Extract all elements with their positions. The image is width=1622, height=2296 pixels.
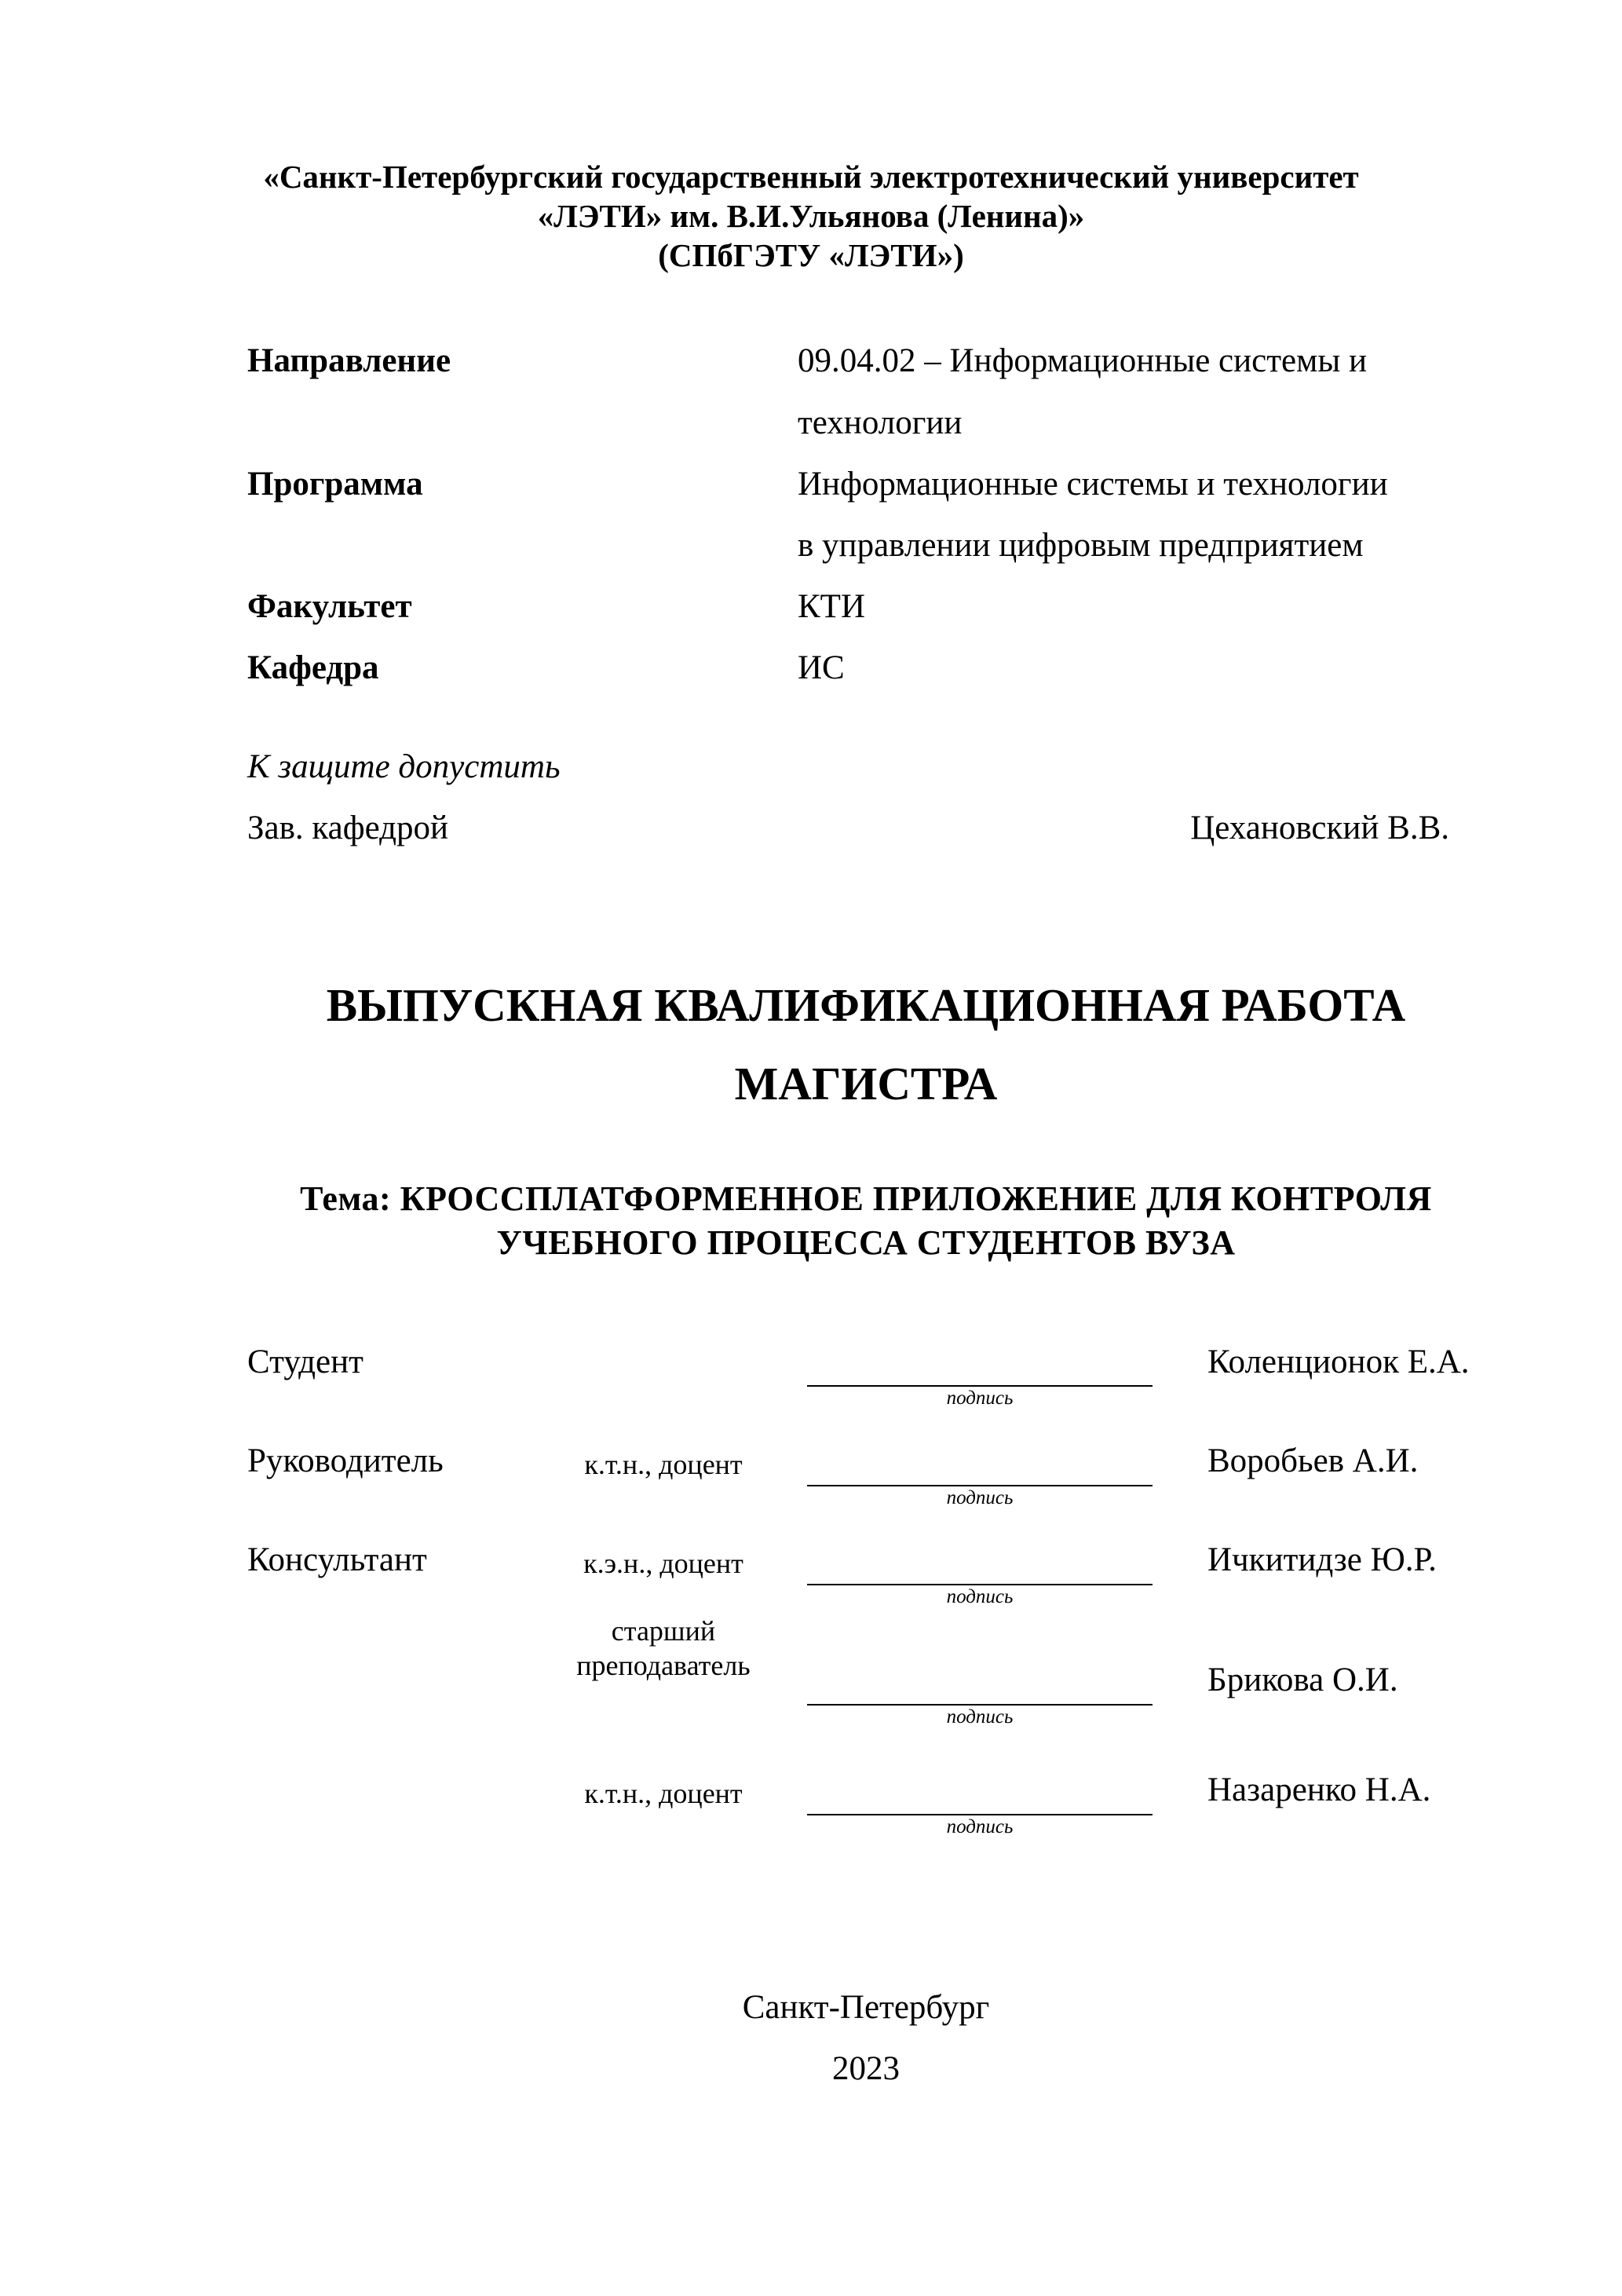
- faculty-label: Факультет: [247, 588, 412, 625]
- department-value: ИС: [798, 649, 845, 686]
- signature-caption: подпись: [946, 1487, 1014, 1508]
- university-name-line-1: «Санкт-Петербургский государственный электротехнический университет: [263, 159, 1359, 195]
- department-head-label: Зав. кафедрой: [247, 810, 449, 846]
- document-title-line-2: МАГИСТРА: [734, 1058, 998, 1110]
- program-value-line-2: в управлении цифровым предприятием: [798, 527, 1364, 564]
- signature-role-consultant: Консультант: [247, 1541, 427, 1578]
- department-label: Кафедра: [247, 649, 379, 686]
- program-label: Программа: [247, 466, 423, 503]
- program-value-line-1: Информационные системы и технологии: [798, 466, 1388, 503]
- signature-degree-senior-lecturer: старший преподаватель: [576, 1615, 751, 1681]
- signature-name-consultant: Ичкитидзе Ю.Р.: [1207, 1541, 1437, 1578]
- direction-label: Направление: [247, 342, 451, 379]
- faculty-value: КТИ: [798, 588, 865, 625]
- signature-name-senior-lecturer: Брикова О.И.: [1207, 1662, 1398, 1698]
- department-head-name: Цехановский В.В.: [1190, 810, 1449, 846]
- signature-degree-supervisor: к.т.н., доцент: [584, 1449, 743, 1480]
- signature-caption: подпись: [946, 1586, 1014, 1607]
- admission-note: К защите допустить: [247, 748, 561, 785]
- signature-name-lecturer: Назаренко Н.А.: [1207, 1771, 1431, 1808]
- signature-role-student: Студент: [247, 1344, 363, 1380]
- direction-value-line-1: 09.04.02 – Информационные системы и: [798, 342, 1367, 379]
- topic-line-2: УЧЕБНОГО ПРОЦЕССА СТУДЕНТОВ ВУЗА: [496, 1223, 1236, 1262]
- university-name-line-2: «ЛЭТИ» им. В.И.Ульянова (Ленина)»: [537, 198, 1085, 234]
- footer-year: 2023: [832, 2050, 900, 2087]
- signature-caption: подпись: [946, 1387, 1014, 1409]
- topic-line-1: Тема: КРОССПЛАТФОРМЕННОЕ ПРИЛОЖЕНИЕ ДЛЯ КОНТРОЛЯ: [300, 1179, 1432, 1218]
- signature-name-supervisor: Воробьев А.И.: [1207, 1442, 1419, 1479]
- university-abbreviation: (СПбГЭТУ «ЛЭТИ»): [658, 237, 964, 273]
- signature-degree-consultant: к.э.н., доцент: [583, 1548, 743, 1579]
- signature-degree-lecturer: к.т.н., доцент: [584, 1778, 743, 1809]
- signature-caption: подпись: [946, 1706, 1014, 1727]
- direction-value-line-2: технологии: [798, 404, 963, 441]
- signature-name-student: Коленционок Е.А.: [1207, 1344, 1470, 1380]
- signature-caption: подпись: [946, 1816, 1014, 1837]
- footer-city: Санкт-Петербург: [742, 1989, 990, 2026]
- document-title-line-1: ВЫПУСКНАЯ КВАЛИФИКАЦИОННАЯ РАБОТА: [326, 979, 1406, 1031]
- signature-role-supervisor: Руководитель: [247, 1442, 444, 1479]
